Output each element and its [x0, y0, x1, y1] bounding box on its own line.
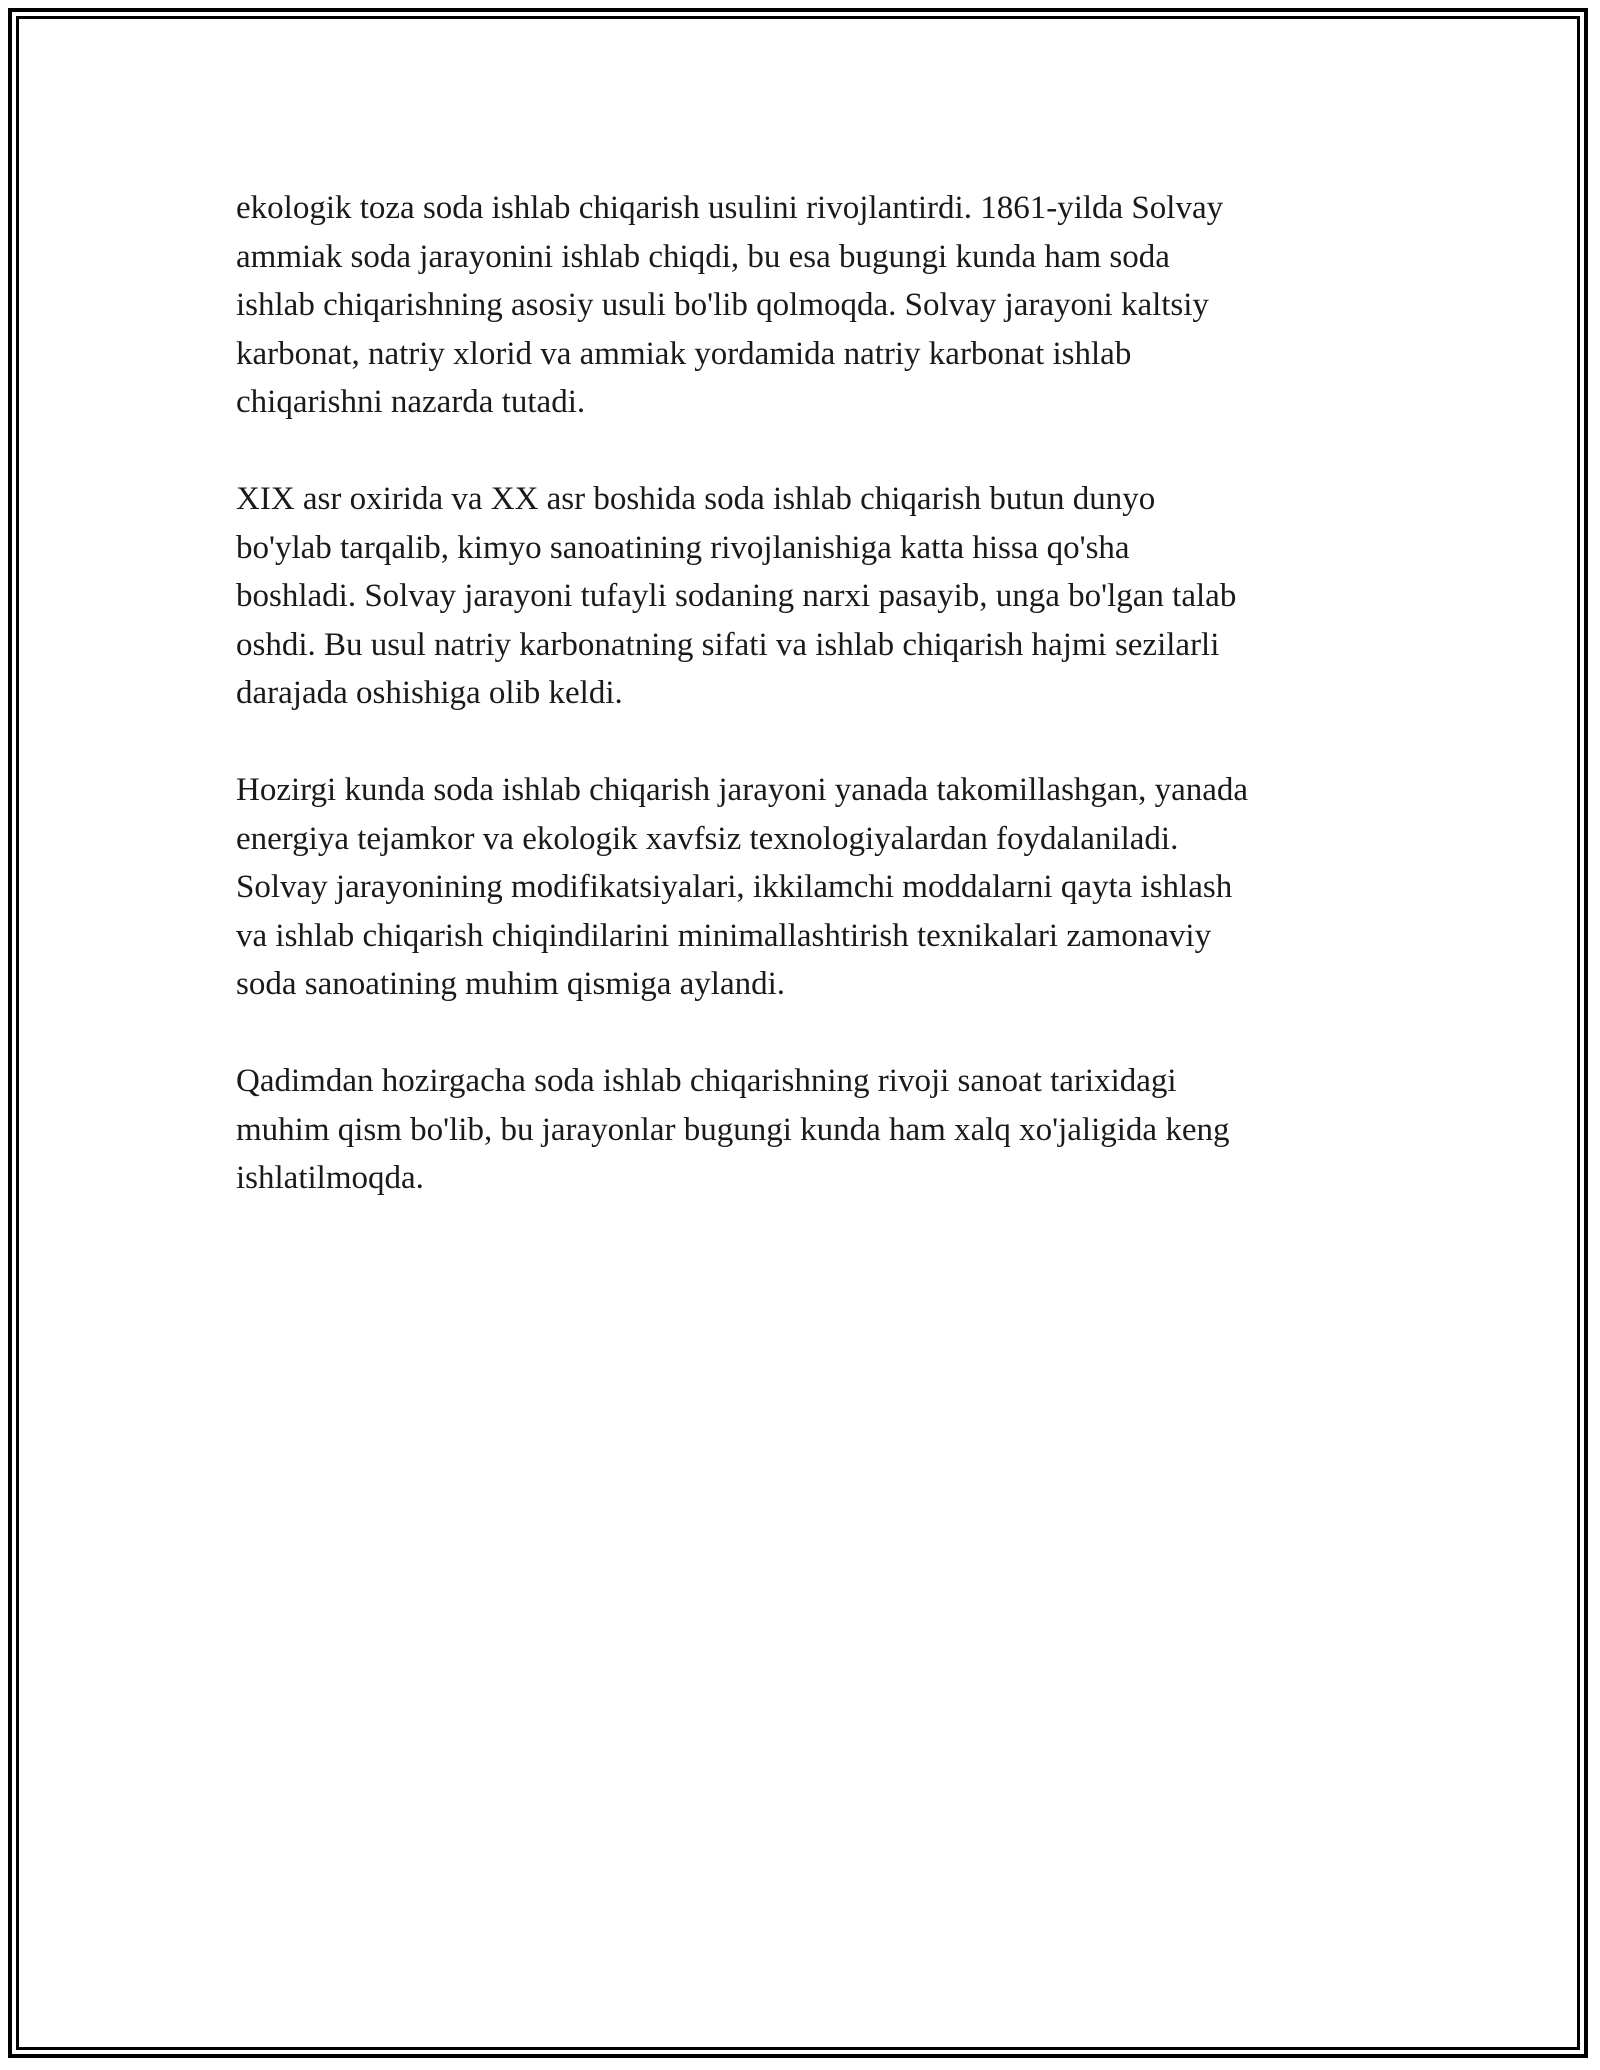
text-line: karbonat, natriy xlorid va ammiak yordamida natriy karbonat ishlab [236, 335, 1132, 372]
text-line: energiya tejamkor va ekologik xavfsiz texnologiyalardan foydalaniladi. [236, 820, 1179, 857]
text-line: ishlatilmoqda. [236, 1160, 424, 1196]
paragraph-4 [236, 1057, 1406, 1203]
paragraph-3 [236, 766, 1406, 1009]
text-line: Hozirgi kunda soda ishlab chiqarish jarayoni yanada takomillashgan, yanada [236, 772, 1249, 808]
text-line: Qadimdan hozirgacha soda ishlab chiqarishning rivoji sanoat tarixidagi [236, 1063, 1177, 1099]
text-line: oshdi. Bu usul natriy karbonatning sifati va ishlab chiqarish hajmi sezilarli [236, 626, 1220, 663]
text-line: chiqarishni nazarda tutadi. [236, 384, 586, 420]
text-line: soda sanoatining muhim qismiga aylandi. [236, 966, 786, 1002]
text-line: boshladi. Solvay jarayoni tufayli sodaning narxi pasayib, unga bo'lgan talab [236, 578, 1237, 614]
text-line: muhim qism bo'lib, bu jarayonlar bugungi kunda ham xalq xo'jaligida keng [236, 1111, 1230, 1148]
text-line: ishlab chiqarishning asosiy usuli bo'lib qolmoqda. Solvay jarayoni kaltsiy [236, 287, 1209, 323]
text-line: XIX asr oxirida va XX asr boshida soda ishlab chiqarish butun dunyo [236, 481, 1156, 517]
text-line: ekologik toza soda ishlab chiqarish usulini rivojlantirdi. 1861-yilda Solvay [236, 190, 1224, 226]
document-body [236, 184, 1406, 1251]
text-line: darajada oshishiga olib keldi. [236, 675, 623, 711]
text-line: bo'ylab tarqalib, kimyo sanoatining rivojlanishiga katta hissa qo'sha [236, 529, 1130, 566]
text-line: va ishlab chiqarish chiqindilarini minimallashtirish texnikalari zamonaviy [236, 917, 1212, 954]
paragraph-2 [236, 475, 1406, 718]
text-line: Solvay jarayonining modifikatsiyalari, ikkilamchi moddalarni qayta ishlash [236, 869, 1233, 905]
paragraph-1 [236, 184, 1406, 427]
text-line: ammiak soda jarayonini ishlab chiqdi, bu esa bugungi kunda ham soda [236, 238, 1170, 275]
